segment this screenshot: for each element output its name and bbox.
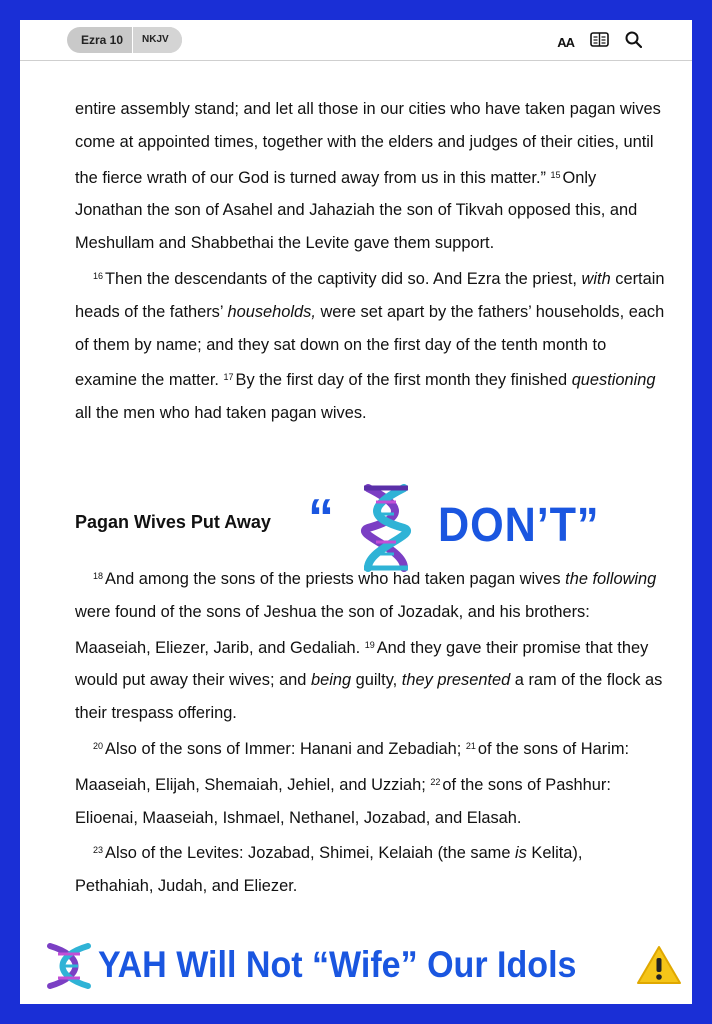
passage-top	[75, 93, 665, 430]
verse-text: all the men who had taken pagan wives.	[75, 404, 367, 423]
book-chapter-button[interactable]: Ezra 10	[81, 33, 124, 47]
verse-number: 23	[93, 845, 104, 856]
open-quote: “	[308, 489, 334, 547]
verse-text: Also of the sons of Immer: Hanani and Zebadiah;	[105, 739, 466, 758]
verse-number: 17	[223, 372, 234, 383]
italic-text: the following	[565, 570, 657, 588]
paragraph-continuation	[75, 93, 665, 260]
warning-icon	[636, 944, 682, 986]
passage-bottom	[75, 560, 665, 903]
verse-number: 16	[93, 270, 104, 281]
verse-text: Also of the Levites: Jozabad, Shimei, Kelaiah (the same	[105, 844, 516, 863]
dna-logo-icon	[44, 942, 94, 990]
verse-text: certain heads of the fathers’	[75, 269, 665, 321]
verse-text: Then the descendants of the captivity did so. And Ezra the priest,	[105, 269, 582, 288]
version-button[interactable]: NKJV	[132, 27, 182, 53]
verse-text: of the sons of Harim: Maaseiah, Elijah, Shemaiah, Jehiel, and Uzziah;	[75, 739, 630, 794]
verse-number: 20	[93, 740, 104, 751]
verse-text: Only Jonathan the son of Asahel and Jahaziah the son of Tikvah opposed this, and Meshullam and Shabbethai the Levite gave them support.	[75, 168, 638, 253]
verse-number: 21	[465, 740, 476, 751]
verse-number: 19	[364, 639, 375, 650]
verse-text: guilty,	[351, 671, 402, 690]
verse-text: of the sons of Pashhur: Elioenai, Maaseiah, Ishmael, Nethanel, Jozabad, and Elasah.	[75, 775, 611, 827]
verse-text: a ram of the flock as their trespass offering.	[75, 671, 663, 723]
verse-text: Kelita), Pethahiah, Judah, and Eliezer.	[75, 844, 583, 896]
verse-text: And they gave their promise that they would put away their wives; and	[75, 638, 649, 690]
italic-text: questioning	[571, 371, 656, 390]
top-toolbar	[20, 20, 692, 61]
verse-text: By the first day of the first month they finished	[235, 371, 572, 390]
reader-page	[20, 20, 692, 1004]
verse-text: were set apart by the fathers’ households, each of them by name; and they sat down on the first day of the tenth month to examine the matter.	[75, 302, 665, 390]
paragraph-verse-23	[75, 834, 665, 903]
text-size-icon[interactable]: AA	[557, 34, 574, 50]
dont-text: DON’T”	[438, 499, 600, 552]
italic-text: they presented	[401, 671, 511, 690]
bottom-banner	[44, 938, 684, 994]
verse-text: And among the sons of the priests who had taken pagan wives	[105, 570, 566, 588]
verse-number: 18	[93, 571, 104, 581]
italic-text: being	[310, 671, 352, 690]
paragraph-verse-20	[75, 730, 665, 834]
paragraph-verse-18	[75, 560, 665, 730]
italic-text: households,	[227, 302, 316, 321]
dna-helix-icon	[354, 484, 418, 572]
verse-number: 22	[430, 776, 441, 787]
italic-text: with	[581, 269, 611, 288]
verse-text: were found of the sons of Jeshua the son of Jozadak, and his brothers: Maaseiah, Eliezer, Jarib, and Gedaliah.	[75, 602, 590, 657]
book-icon[interactable]	[590, 32, 609, 52]
verse-text: entire assembly stand; and let all those in our cities who have taken pagan wives come at appointed times, together with the elders and judges of their cities, until the fierce wrath of our God is turned away from us in this matter.”	[75, 100, 661, 187]
italic-text: is	[515, 844, 527, 863]
chapter-selector[interactable]	[67, 27, 182, 53]
paragraph-verse-16	[75, 260, 665, 430]
verse-number: 15	[550, 169, 561, 180]
banner-title: YAH Will Not “Wife” Our Idols	[98, 944, 577, 985]
search-icon[interactable]	[625, 31, 642, 53]
section-heading: Pagan Wives Put Away	[75, 512, 271, 532]
